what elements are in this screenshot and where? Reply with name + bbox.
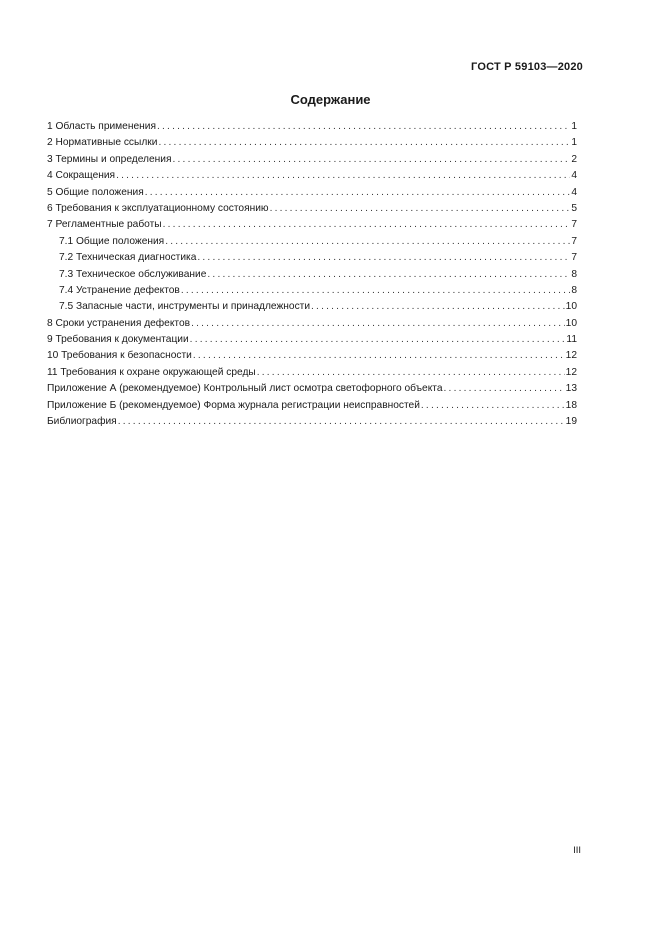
toc-entry[interactable]: [47, 316, 577, 332]
toc-entry-page: 8: [571, 284, 577, 296]
toc-dot-leader: [157, 119, 570, 135]
toc-entry-page: 7: [571, 235, 577, 247]
toc-dot-leader: [311, 299, 565, 315]
table-of-contents: [47, 119, 577, 430]
toc-dot-leader: [172, 152, 570, 168]
toc-dot-leader: [270, 201, 571, 217]
toc-entry[interactable]: [47, 332, 577, 348]
toc-entry-title: 2 Нормативные ссылки: [47, 137, 158, 149]
toc-entry-title: Приложение Б (рекомендуемое) Форма журнала регистрации неисправностей: [47, 399, 420, 411]
toc-entry-page: 7: [571, 252, 577, 264]
toc-entry[interactable]: [47, 234, 577, 250]
toc-dot-leader: [190, 332, 566, 348]
page-number: III: [573, 845, 581, 856]
toc-dot-leader: [116, 168, 570, 184]
toc-entry[interactable]: [47, 365, 577, 381]
toc-entry-page: 12: [565, 350, 577, 362]
toc-dot-leader: [181, 283, 570, 299]
toc-entry-title: 7.4 Устранение дефектов: [59, 284, 180, 296]
toc-entry[interactable]: [47, 119, 577, 135]
document-code: ГОСТ Р 59103—2020: [471, 61, 583, 73]
toc-entry-title: 10 Требования к безопасности: [47, 350, 192, 362]
toc-entry-page: 18: [565, 399, 577, 411]
toc-entry-page: 8: [571, 268, 577, 280]
toc-entry-title: 4 Сокращения: [47, 170, 116, 182]
toc-entry[interactable]: [47, 299, 577, 315]
toc-entry-title: 9 Требования к документации: [47, 334, 189, 346]
toc-entry[interactable]: [47, 283, 577, 299]
toc-dot-leader: [158, 135, 570, 151]
toc-dot-leader: [191, 316, 565, 332]
toc-entry[interactable]: [47, 201, 577, 217]
toc-entry[interactable]: [47, 185, 577, 201]
toc-entry-title: 1 Область применения: [47, 121, 156, 132]
toc-dot-leader: [421, 398, 565, 414]
toc-entry[interactable]: [47, 381, 577, 397]
toc-entry-page: 10: [565, 301, 577, 313]
toc-entry-page: 5: [571, 202, 577, 214]
toc-dot-leader: [145, 185, 571, 201]
toc-dot-leader: [163, 217, 571, 233]
toc-entry-page: 4: [571, 170, 577, 182]
toc-entry-title: Приложение А (рекомендуемое) Контрольный лист осмотра светофорного объекта: [47, 383, 443, 395]
toc-entry-title: 8 Сроки устранения дефектов: [47, 317, 191, 329]
toc-entry-page: 10: [565, 317, 577, 329]
toc-entry[interactable]: [47, 414, 577, 430]
toc-entry-title: 7.1 Общие положения: [59, 235, 165, 247]
toc-entry-title: 11 Требования к охране окружающей среды: [47, 366, 256, 378]
toc-entry-title: Библиография: [47, 416, 117, 428]
toc-entry[interactable]: [47, 152, 577, 168]
toc-entry-page: 1: [571, 137, 577, 149]
toc-dot-leader: [257, 365, 565, 381]
toc-entry-page: 13: [565, 383, 577, 395]
toc-dot-leader: [165, 234, 570, 250]
toc-title: Содержание: [290, 92, 371, 107]
toc-entry-page: 4: [571, 186, 577, 198]
toc-entry-title: 7 Регламентные работы: [47, 219, 162, 231]
toc-entry[interactable]: [47, 348, 577, 364]
toc-entry-page: 11: [566, 334, 577, 346]
toc-dot-leader: [118, 414, 565, 430]
toc-entry-page: 2: [571, 153, 577, 165]
toc-entry[interactable]: [47, 168, 577, 184]
toc-dot-leader: [444, 381, 565, 397]
toc-entry[interactable]: [47, 267, 577, 283]
toc-entry-page: 7: [571, 219, 577, 231]
toc-entry-page: 19: [565, 416, 577, 428]
toc-dot-leader: [193, 348, 565, 364]
toc-entry-page: 1: [571, 121, 577, 132]
toc-entry-title: 3 Термины и определения: [47, 153, 172, 165]
toc-entry-title: 6 Требования к эксплуатационному состоянию: [47, 202, 269, 214]
toc-entry-title: 7.3 Техническое обслуживание: [59, 268, 207, 280]
toc-dot-leader: [207, 267, 570, 283]
toc-entry-title: 7.2 Техническая диагностика: [59, 252, 197, 264]
toc-entry-page: 12: [565, 366, 577, 378]
toc-entry[interactable]: [47, 217, 577, 233]
toc-entry[interactable]: [47, 398, 577, 414]
toc-entry[interactable]: [47, 135, 577, 151]
toc-entry[interactable]: [47, 250, 577, 266]
toc-entry-title: 5 Общие положения: [47, 186, 144, 198]
toc-entry-title: 7.5 Запасные части, инструменты и принадлежности: [59, 301, 311, 313]
toc-dot-leader: [197, 250, 570, 266]
